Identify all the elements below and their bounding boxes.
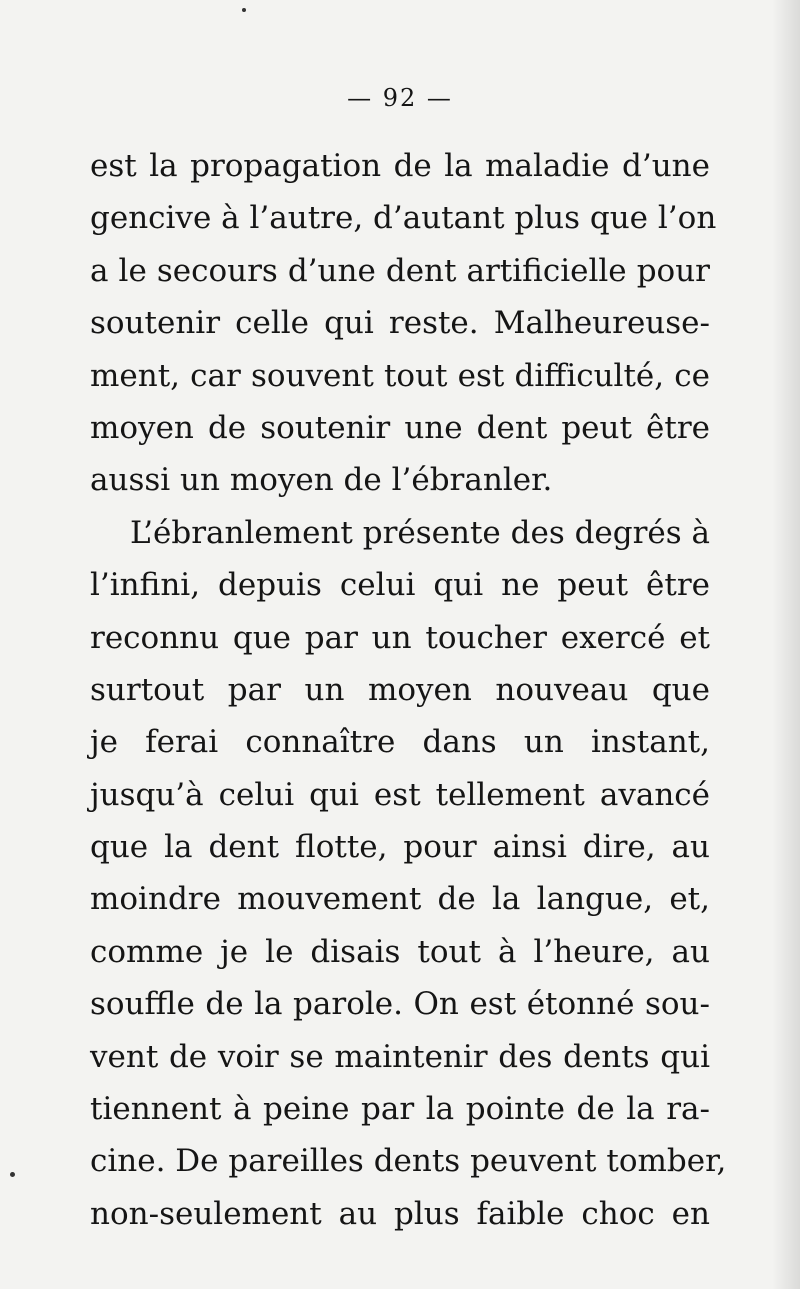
- ink-speck: [242, 8, 246, 12]
- text-line: est la propagation de la maladie d’une: [90, 148, 710, 184]
- text-line: moindre mouvement de la langue, et,: [90, 881, 710, 918]
- paragraph-1: [90, 140, 717, 507]
- ink-speck: [10, 1172, 15, 1177]
- text-line: que la dent flotte, pour ainsi dire, au: [90, 829, 710, 866]
- text-line: l’infini, depuis celui qui ne peut être: [90, 567, 710, 604]
- text-line: a le secours d’une dent artificielle pour: [90, 252, 710, 289]
- text-line: aussi un moyen de l’ébranler.: [90, 462, 553, 499]
- text-line: cine. De pareilles dents peuvent tomber,: [90, 1143, 727, 1180]
- text-line: non-seulement au plus faible choc en: [90, 1195, 710, 1232]
- text-line: surtout par un moyen nouveau que: [90, 671, 710, 708]
- text-line: reconnu que par un toucher exercé et: [90, 619, 710, 656]
- paragraph-2: [90, 507, 727, 1240]
- text-line: souffle de la parole. On est étonné sou-: [90, 986, 710, 1023]
- text-line: gencive à l’autre, d’autant plus que l’on: [90, 200, 717, 237]
- text-line: soutenir celle qui reste. Malheureuse-: [90, 305, 710, 342]
- text-line: comme je le disais tout à l’heure, au: [90, 933, 710, 970]
- text-line: je ferai connaître dans un instant,: [90, 724, 710, 761]
- page-number: — 92 —: [347, 84, 453, 112]
- body-text: [90, 140, 727, 1240]
- text-line: jusqu’à celui qui est tellement avancé: [90, 776, 710, 813]
- text-line: tiennent à peine par la pointe de la ra-: [90, 1091, 710, 1128]
- text-line: vent de voir se maintenir des dents qui: [90, 1038, 710, 1075]
- text-line: moyen de soutenir une dent peut être: [90, 409, 710, 446]
- text-line: ment, car souvent tout est difficulté, ce: [90, 357, 710, 394]
- text-line: L’ébranlement présente des degrés à: [130, 514, 711, 551]
